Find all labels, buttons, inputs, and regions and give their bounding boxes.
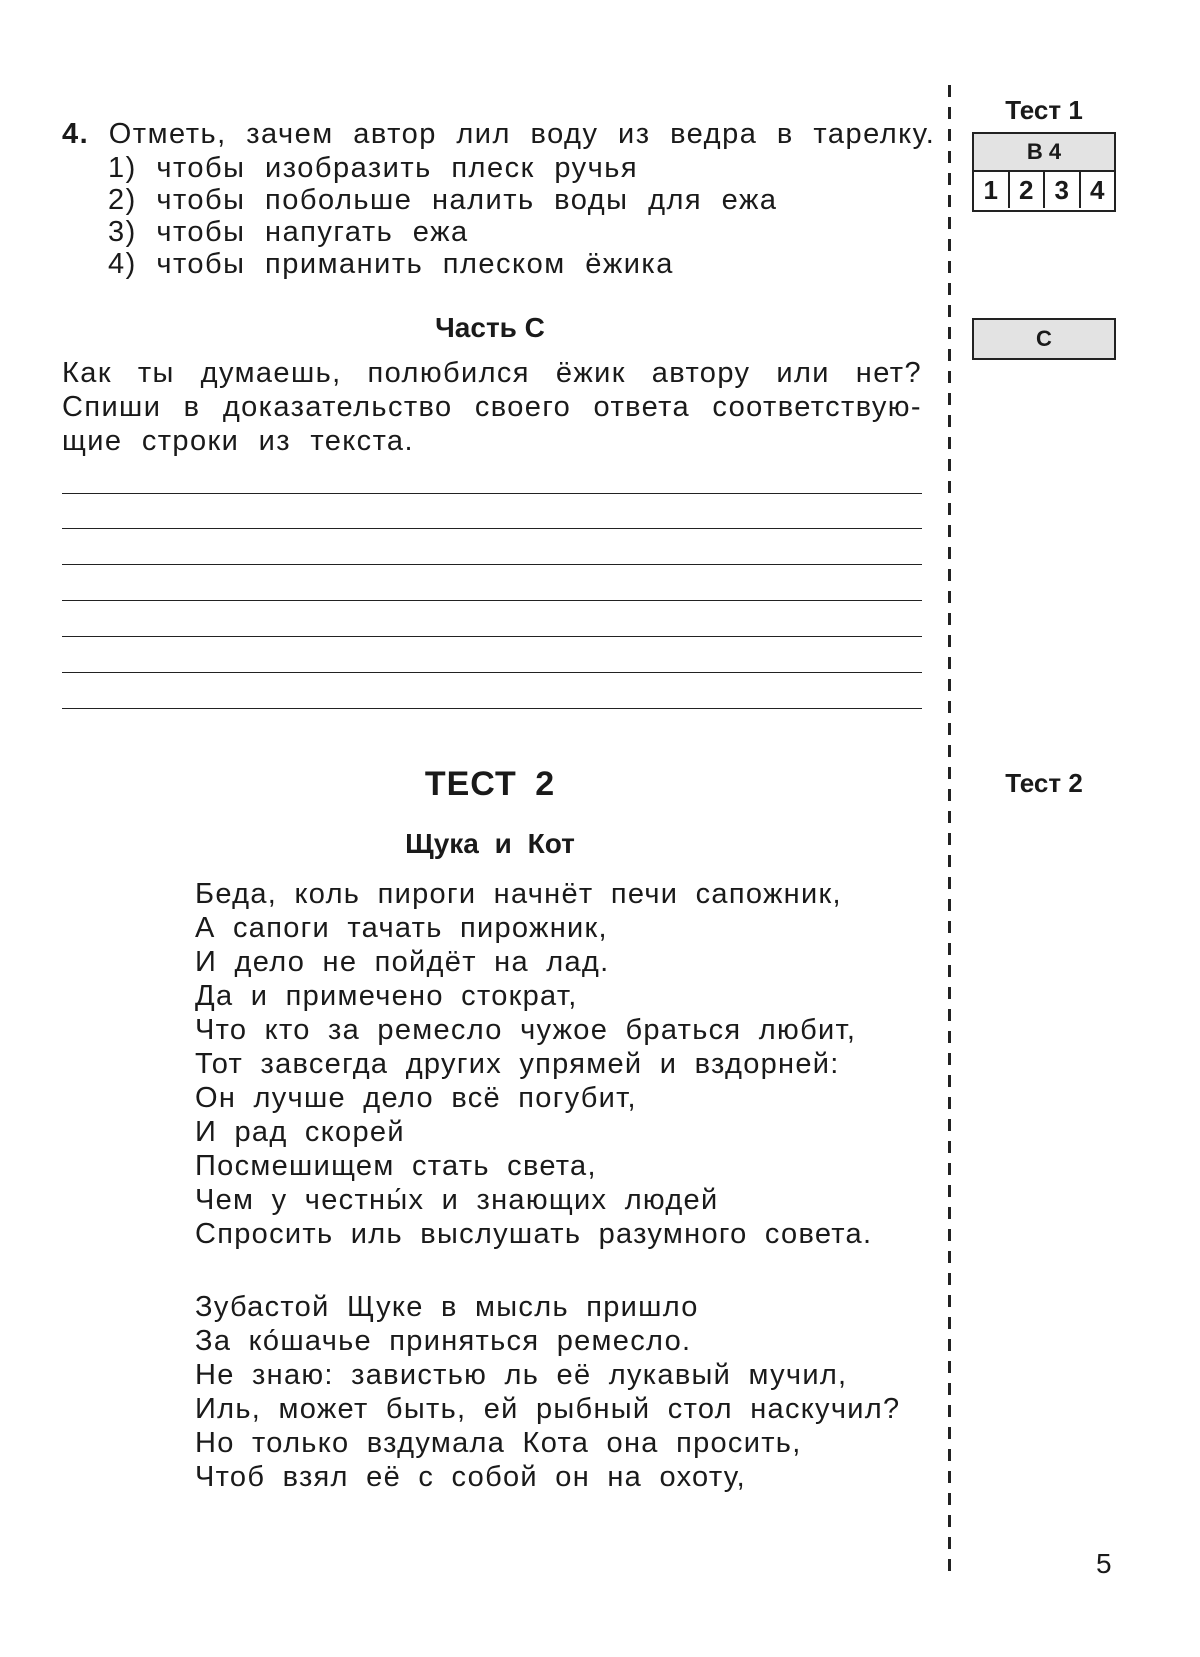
part-c-line-3: щие строки из текста. (62, 425, 414, 457)
answer-line[interactable] (62, 493, 922, 494)
option-4: 4) чтобы приманить плеском ёжика (108, 248, 674, 280)
cut-line-divider (948, 85, 951, 1580)
page-number: 5 (1096, 1548, 1112, 1579)
answer-cell-2[interactable]: 2 (1010, 172, 1046, 208)
margin-test-1-label: Тест 1 (1005, 95, 1083, 125)
option-3: 3) чтобы напугать ежа (108, 216, 469, 248)
answer-cell-4[interactable]: 4 (1090, 175, 1105, 205)
answer-box-c[interactable]: С (972, 318, 1116, 360)
poem-line: А сапоги тачать пирожник, (195, 912, 608, 944)
poem-line: Что кто за ремесло чужое браться любит, (195, 1014, 857, 1046)
poem-line: За ко́шачье приняться ремесло. (195, 1325, 692, 1357)
margin-test-2-label: Тест 2 (1005, 768, 1083, 798)
part-c-line-1: Как ты думаешь, полюбился ёжик автору или нет? (62, 357, 922, 389)
poem-line: Чем у честны́х и знающих людей (195, 1184, 719, 1216)
option-1: 1) чтобы изобразить плеск ручья (108, 152, 639, 184)
question-4 (62, 118, 935, 151)
answer-line[interactable] (62, 636, 922, 637)
poem-line: И рад скорей (195, 1116, 405, 1148)
poem-line: Иль, может быть, ей рыбный стол наскучил? (195, 1393, 901, 1425)
part-c-heading: Часть С (435, 312, 545, 343)
answer-line[interactable] (62, 708, 922, 709)
answer-line[interactable] (62, 672, 922, 673)
poem-line: Но только вздумала Кота она просить, (195, 1427, 802, 1459)
answer-line[interactable] (62, 528, 922, 529)
poem-line: Зубастой Щуке в мысль пришло (195, 1291, 699, 1323)
question-number: 4. (62, 118, 90, 150)
poem-line: И дело не пойдёт на лад. (195, 946, 610, 978)
poem-line: Да и примечено стократ, (195, 980, 578, 1012)
poem-line: Он лучше дело всё погубит, (195, 1082, 637, 1114)
test-2-heading: ТЕСТ 2 (424, 765, 556, 803)
poem-line: Тот завсегда других упрямей и вздорней: (195, 1048, 840, 1080)
answer-line[interactable] (62, 564, 922, 565)
answer-grid-header: В 4 (974, 134, 1114, 172)
poem-line: Чтоб взял её с собой он на охоту, (195, 1461, 746, 1493)
option-2: 2) чтобы побольше налить воды для ежа (108, 184, 778, 216)
answer-grid-b4 (972, 132, 1116, 212)
answer-cell-3[interactable]: 3 (1045, 172, 1081, 208)
poem-title: Щука и Кот (405, 828, 575, 859)
answer-cell-1[interactable]: 1 (974, 172, 1010, 208)
poem-line: Не знаю: завистью ль её лукавый мучил, (195, 1359, 848, 1391)
poem-line: Посмешищем стать света, (195, 1150, 597, 1182)
poem-line: Спросить иль выслушать разумного совета. (195, 1218, 873, 1250)
poem-line: Беда, коль пироги начнёт печи сапожник, (195, 878, 842, 910)
part-c-line-2: Спиши в доказательство своего ответа соответствую- (62, 391, 922, 423)
answer-line[interactable] (62, 600, 922, 601)
question-text: Отметь, зачем автор лил воду из ведра в тарелку. (108, 118, 936, 150)
